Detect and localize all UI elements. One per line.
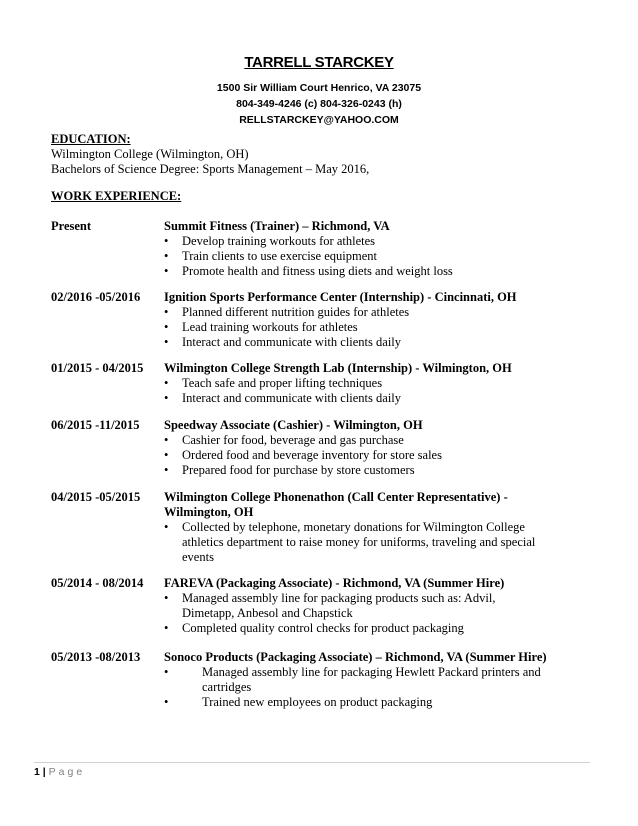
job-bullets: [164, 520, 544, 565]
phone-numbers: 804-349-4246 (c) 804-326-0243 (h): [236, 98, 402, 110]
job-date: 05/2013 -08/2013: [51, 650, 141, 664]
job-bullets: [164, 234, 594, 279]
work-experience-heading: WORK EXPERIENCE:: [51, 189, 182, 203]
job-title: Summit Fitness (Trainer) – Richmond, VA: [164, 219, 390, 233]
bullet-item: • Teach safe and proper lifting techniques: [164, 376, 594, 391]
job-bullets: [164, 305, 594, 350]
bullet-item: • Develop training workouts for athletes: [164, 234, 594, 249]
page-label: Page: [48, 766, 86, 778]
page-footer: [34, 762, 590, 778]
job-title: Speedway Associate (Cashier) - Wilmington, OH: [164, 418, 423, 432]
job-details: [164, 490, 544, 565]
education-section: [51, 132, 591, 177]
bullet-item: • Trained new employees on product packaging: [164, 695, 564, 710]
bullet-item: • Lead training workouts for athletes: [164, 320, 594, 335]
job-bullets: [164, 433, 594, 478]
job-details: [164, 219, 594, 279]
education-degree: Bachelors of Science Degree: Sports Management – May 2016,: [51, 162, 370, 176]
page-number: 1: [34, 766, 40, 778]
contact-block: [0, 80, 638, 128]
job-title: FAREVA (Packaging Associate) - Richmond, VA (Summer Hire): [164, 576, 505, 590]
job-date: Present: [51, 219, 92, 233]
bullet-item: • Interact and communicate with clients daily: [164, 391, 594, 406]
candidate-name: TARRELL STARCKEY: [244, 54, 394, 71]
job-title: Ignition Sports Performance Center (Internship) - Cincinnati, OH: [164, 290, 517, 304]
job-title: Wilmington College Phonenathon (Call Center Representative) - Wilmington, OH: [164, 490, 508, 519]
bullet-item: • Train clients to use exercise equipment: [164, 249, 594, 264]
job-details: [164, 576, 524, 636]
bullet-item: • Cashier for food, beverage and gas purchase: [164, 433, 594, 448]
job-date: 06/2015 -11/2015: [51, 418, 140, 432]
job-bullets: [164, 591, 524, 636]
job-title: Wilmington College Strength Lab (Internship) - Wilmington, OH: [164, 361, 512, 375]
address: 1500 Sir William Court Henrico, VA 23075: [216, 82, 422, 94]
bullet-item: • Promote health and fitness using diets and weight loss: [164, 264, 594, 279]
job-bullets: [164, 665, 564, 710]
work-heading-block: [51, 189, 591, 204]
resume-header: [0, 54, 638, 128]
bullet-item: • Collected by telephone, monetary donations for Wilmington College athletics department to raise money for uniforms, traveling and special events: [164, 520, 544, 565]
job-details: [164, 361, 594, 406]
bullet-item: • Prepared food for purchase by store customers: [164, 463, 594, 478]
bullet-item: • Completed quality control checks for product packaging: [164, 621, 524, 636]
education-heading: EDUCATION:: [51, 132, 131, 146]
bullet-item: • Planned different nutrition guides for athletes: [164, 305, 594, 320]
job-bullets: [164, 376, 594, 406]
page-separator: |: [42, 766, 46, 778]
bullet-item: • Managed assembly line for packaging products such as: Advil, Dimetapp, Anbesol and Chapstick: [164, 591, 524, 621]
education-school: Wilmington College (Wilmington, OH): [51, 147, 249, 161]
job-date: 01/2015 - 04/2015: [51, 361, 144, 375]
job-details: [164, 418, 594, 478]
job-title: Sonoco Products (Packaging Associate) – Richmond, VA (Summer Hire): [164, 650, 547, 664]
bullet-item: • Ordered food and beverage inventory for store sales: [164, 448, 594, 463]
bullet-item: • Interact and communicate with clients daily: [164, 335, 594, 350]
job-details: [164, 650, 564, 710]
bullet-item: • Managed assembly line for packaging Hewlett Packard printers and cartridges: [164, 665, 564, 695]
job-date: 02/2016 -05/2016: [51, 290, 141, 304]
job-date: 05/2014 - 08/2014: [51, 576, 144, 590]
job-details: [164, 290, 594, 350]
job-date: 04/2015 -05/2015: [51, 490, 141, 504]
email: RELLSTARCKEY@YAHOO.COM: [239, 114, 399, 126]
